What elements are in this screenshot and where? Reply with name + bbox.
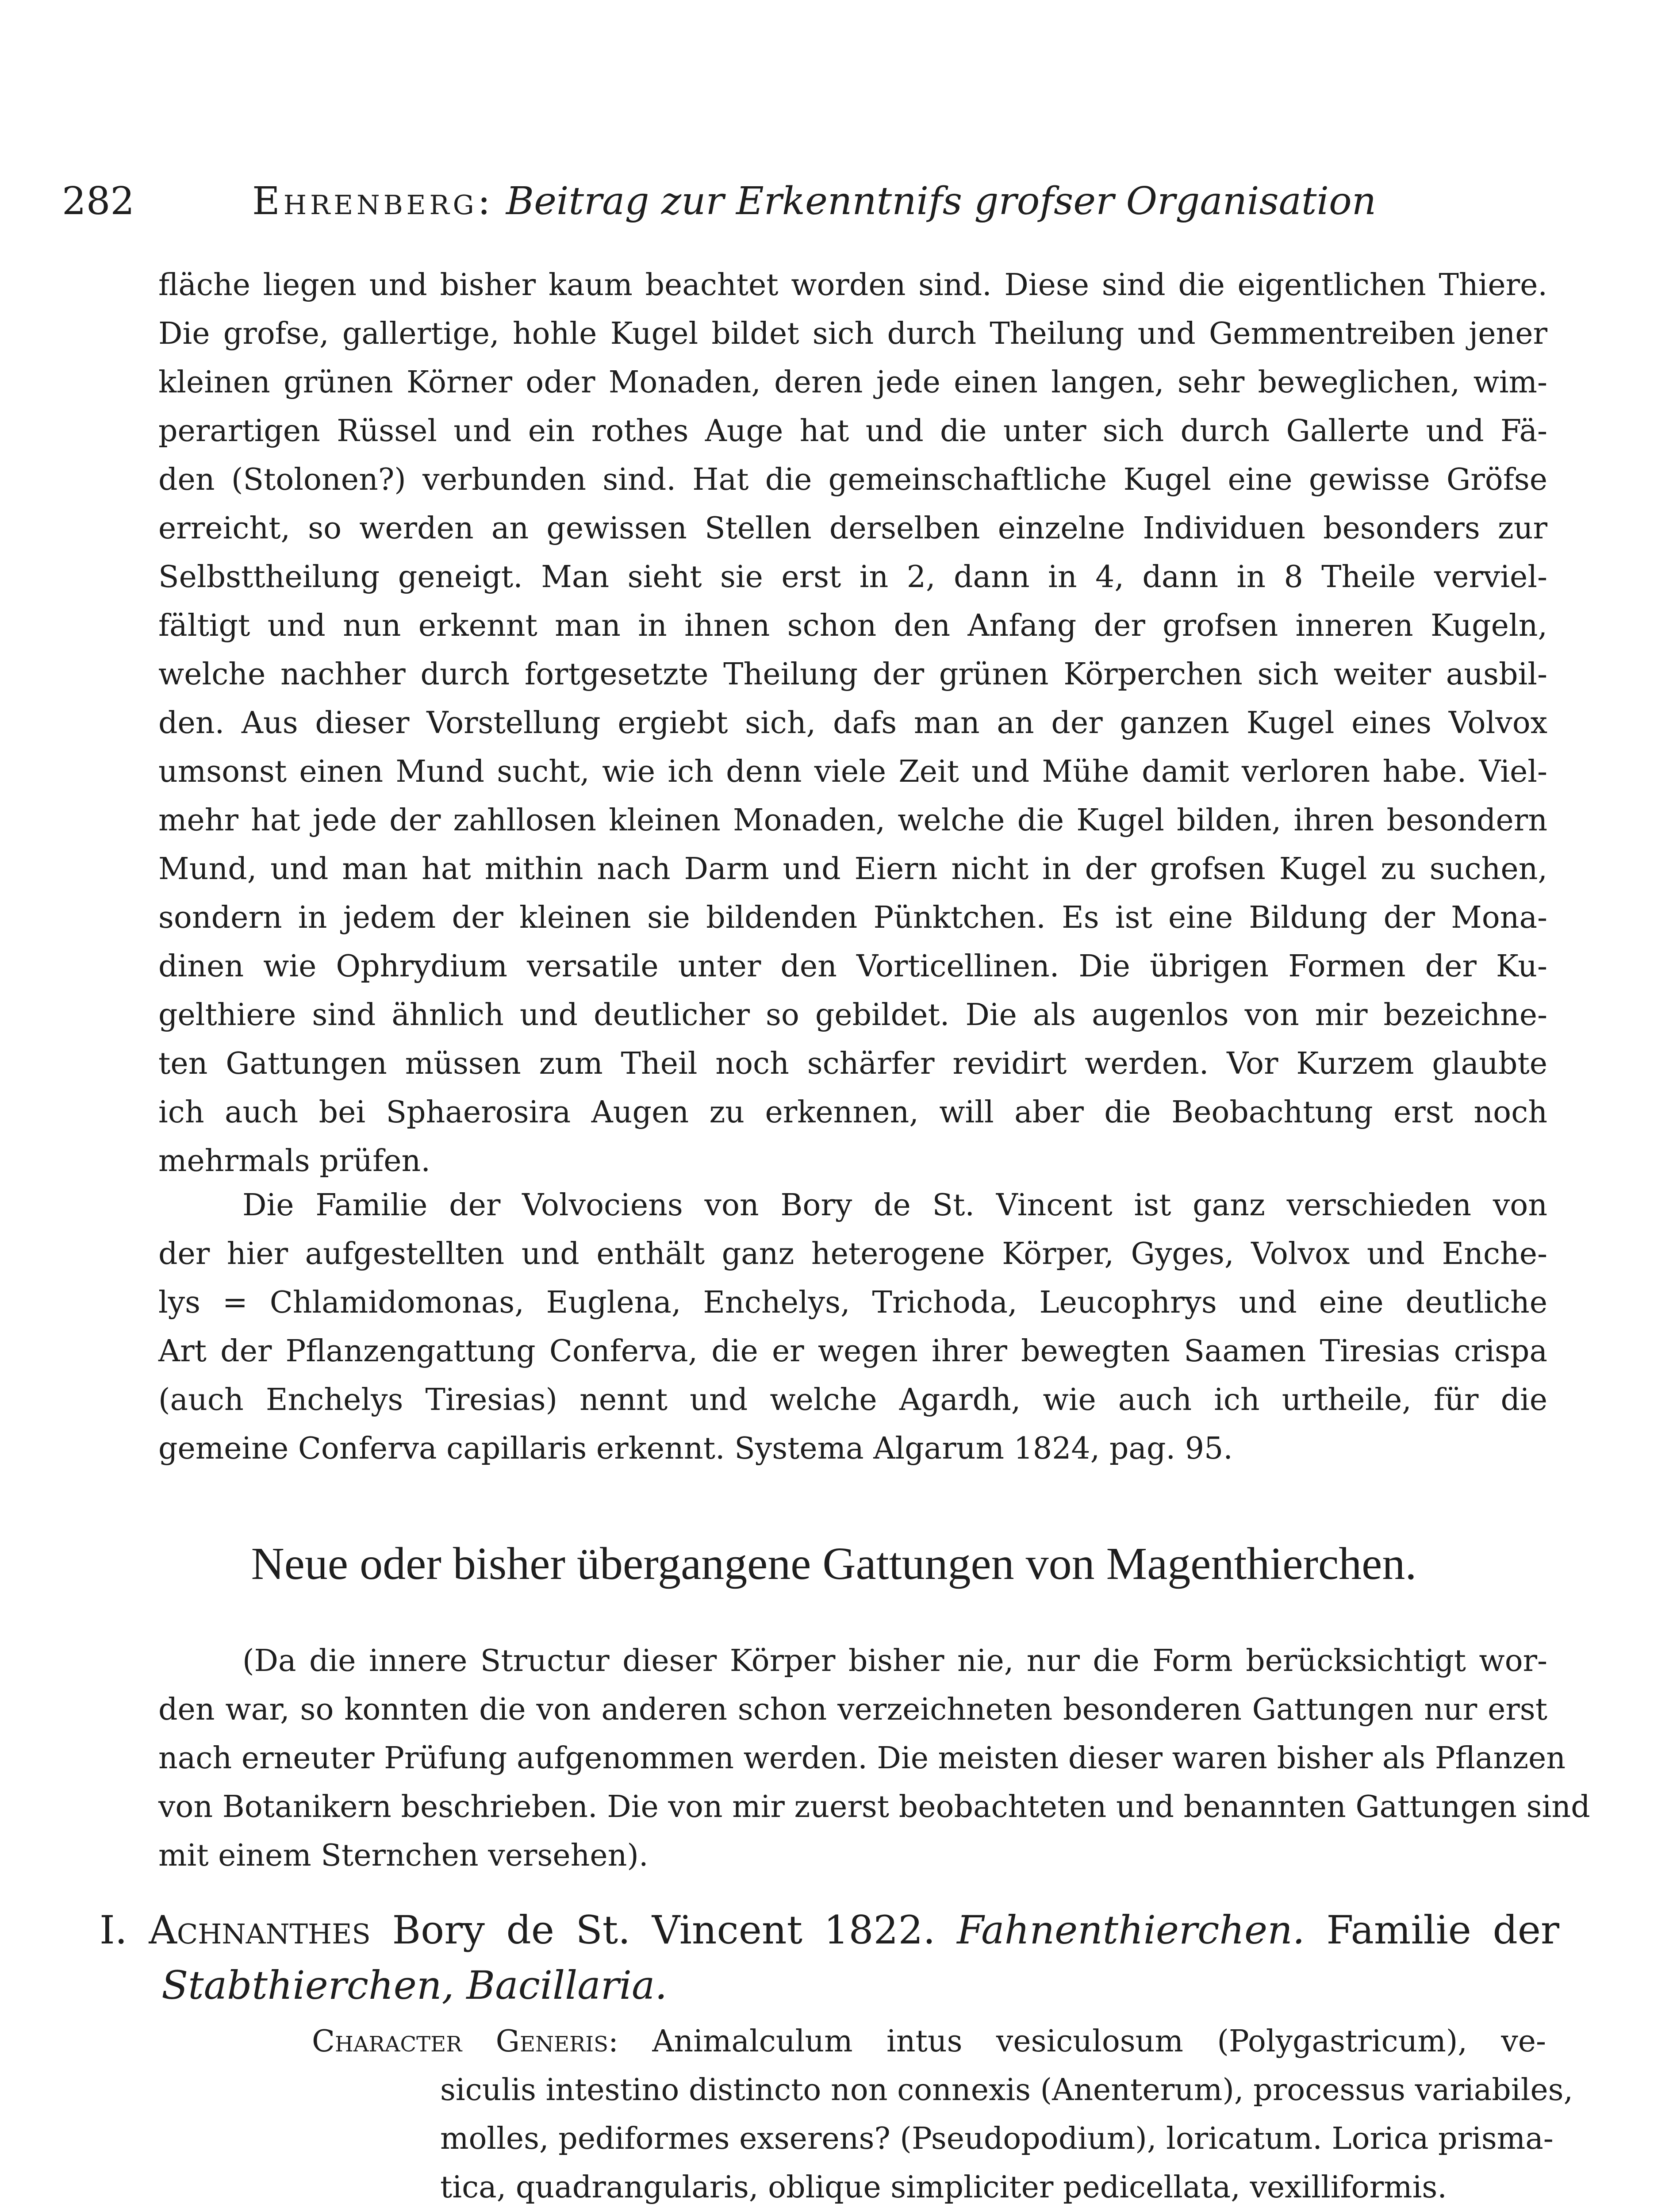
family-label: Familie der — [1326, 1907, 1559, 1953]
text-line: (Da die innere Structur dieser Körper bisher nie, nur die Form berücksichtigt wor- — [242, 1644, 1547, 1678]
text-line: gemeine Conferva capillaris erkennt. Systema Algarum 1824, pag. 95. — [158, 1431, 1233, 1466]
page-number: 282 — [62, 179, 135, 223]
text-line: Selbsttheilung geneigt. Man sieht sie erst in 2, dann in 4, dann in 8 Theile verviel- — [158, 560, 1547, 595]
paragraph-volvociens — [158, 1181, 1547, 1473]
text-line: der hier aufgestellten und enthält ganz heterogene Körper, Gyges, Volvox und Enche- — [158, 1237, 1547, 1271]
text-line: kleinen grünen Körner oder Monaden, deren jede einen langen, sehr beweglichen, wim- — [158, 365, 1547, 400]
genus-entry-heading — [100, 1902, 1559, 2013]
text-line: tica, quadrangularis, oblique simpliciter pedicellata, vexilliformis. — [440, 2170, 1447, 2205]
text-line: mit einem Sternchen versehen). — [158, 1838, 649, 1873]
text-line: mehr hat jede der zahllosen kleinen Monaden, welche die Kugel bilden, ihren besondern — [158, 803, 1547, 838]
text-line: Die Familie der Volvociens von Bory de St. Vincent ist ganz verschieden von — [242, 1188, 1547, 1223]
common-name: Fahnenthierchen. — [957, 1907, 1305, 1953]
text-line: gelthiere sind ähnlich und deutlicher so gebildet. Die als augenlos von mir bezeichne- — [158, 998, 1547, 1033]
paragraph-intro-note — [158, 1637, 1590, 1880]
text-line: ten Gattungen müssen zum Theil noch schärfer revidirt werden. Vor Kurzem glaubte — [158, 1046, 1547, 1081]
text-line: Die grofse, gallertige, hohle Kugel bildet sich durch Theilung und Gemmentreiben jener — [158, 316, 1547, 351]
family-name: Stabthierchen, Bacillaria. — [161, 1962, 668, 2008]
text-line: nach erneuter Prüfung aufgenommen werden. Die meisten dieser waren bisher als Pflanzen — [158, 1741, 1566, 1776]
text-line: Mund, und man hat mithin nach Darm und Eiern nicht in der grofsen Kugel zu suchen, — [158, 852, 1547, 887]
text-line: Art der Pflanzengattung Conferva, die er wegen ihrer bewegten Saamen Tiresias crispa — [158, 1334, 1547, 1369]
text-line: umsonst einen Mund sucht, wie ich denn viele Zeit und Mühe damit verloren habe. Viel- — [158, 754, 1547, 789]
genus-authority: Bory de St. Vincent 1822. — [392, 1907, 936, 1953]
paragraph-volvox — [158, 261, 1547, 1186]
text-line: sondern in jedem der kleinen sie bildenden Pünktchen. Es ist eine Bildung der Mona- — [158, 900, 1547, 935]
running-head-title: Beitrag zur Erkenntnifs grofser Organisation — [506, 179, 1377, 223]
text-line: den war, so konnten die von anderen schon verzeichneten besonderen Gattungen nur erst — [158, 1692, 1547, 1727]
text-line: von Botanikern beschrieben. Die von mir zuerst beobachteten und benannten Gattungen sind — [158, 1790, 1590, 1824]
section-heading: Neue oder bisher übergangene Gattungen von Magenthierchen. — [251, 1538, 1417, 1589]
text-line: ich auch bei Sphaerosira Augen zu erkennen, will aber die Beobachtung erst noch — [158, 1095, 1547, 1130]
genus-title-line — [100, 1902, 1559, 1958]
text-line: dinen wie Ophrydium versatile unter den Vorticellinen. Die übrigen Formen der Ku- — [158, 949, 1547, 984]
text-line: (auch Enchelys Tiresias) nennt und welche Agardh, wie auch ich urtheile, für die — [158, 1382, 1547, 1417]
text-line: molles, pediformes exserens? (Pseudopodium), loricatum. Lorica prisma- — [440, 2121, 1554, 2156]
running-head-author: Ehrenberg: — [252, 179, 494, 223]
text-line: mehrmals prüfen. — [158, 1144, 430, 1179]
text-line: den (Stolonen?) verbunden sind. Hat die gemeinschaftliche Kugel eine gewisse Gröfse — [158, 462, 1547, 497]
text-line: welche nachher durch fortgesetzte Theilung der grünen Körperchen sich weiter ausbil- — [158, 657, 1547, 692]
text-line: fältigt und nun erkennt man in ihnen schon den Anfang der grofsen inneren Kugeln, — [158, 608, 1547, 643]
running-head — [62, 177, 1566, 226]
text-line: perartigen Rüssel und ein rothes Auge hat und die unter sich durch Gallerte und Fä- — [158, 414, 1547, 449]
text-line: fläche liegen und bisher kaum beachtet worden sind. Diese sind die eigentlichen Thiere. — [158, 268, 1547, 303]
entry-numeral: I. — [100, 1907, 127, 1953]
text-line: erreicht, so werden an gewissen Stellen derselben einzelne Individuen besonders zur — [158, 511, 1547, 546]
character-text: Animalculum intus vesiculosum (Polygastricum), ve- — [652, 2024, 1547, 2059]
text-line: den. Aus dieser Vorstellung ergiebt sich, dafs man an der ganzen Kugel eines Volvox — [158, 706, 1547, 741]
text-line: lys = Chlamidomonas, Euglena, Enchelys, Trichoda, Leucophrys und eine deutliche — [158, 1285, 1547, 1320]
character-label: Character Generis: — [312, 2024, 618, 2059]
character-generis — [312, 2017, 1573, 2212]
genus-name: Achnanthes — [149, 1907, 371, 1953]
text-line: siculis intestino distincto non connexis (Anenterum), processus variabiles, — [440, 2073, 1573, 2108]
character-first-line — [312, 2017, 1546, 2066]
